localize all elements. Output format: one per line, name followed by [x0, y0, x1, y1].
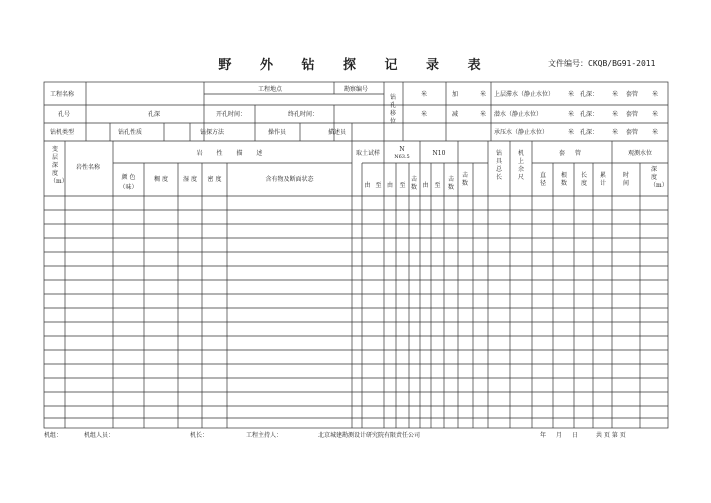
- col-diameter: 直径: [539, 172, 546, 187]
- col-root-count: 根数: [560, 172, 567, 187]
- col-color: 颜 色: [121, 174, 136, 181]
- footer-engineer: 工程主持人：: [246, 432, 283, 439]
- project-name-label: 工程名称: [50, 91, 75, 98]
- col-n10: N10: [432, 150, 446, 157]
- doc-number: 文件编号：CKQB/BG91-2011: [548, 59, 656, 68]
- unit-m-3: 米: [568, 91, 575, 98]
- footer-year: 年: [540, 432, 547, 439]
- col-n635-sub: N63.5: [394, 154, 410, 160]
- col-n635-to: 至: [399, 182, 406, 189]
- hole-depth-label-3: 孔深：: [580, 129, 599, 136]
- col-n635: N: [399, 146, 405, 153]
- col-length: 长度: [580, 172, 587, 187]
- casing-label-3: 套管: [626, 129, 639, 136]
- unit-m-6: 米: [421, 111, 428, 118]
- confined-water-label: 承压水（静止水位）: [494, 129, 549, 136]
- col-total: 累计: [599, 172, 606, 187]
- unit-m-12: 米: [612, 129, 619, 136]
- col-rock-name: 岩性名称: [76, 164, 101, 171]
- start-time-label: 开孔时间：: [216, 111, 247, 118]
- footer-month: 月: [556, 432, 563, 439]
- footer-company: 北京城建勘测设计研究院有限责任公司: [318, 432, 421, 439]
- casing-label-2: 套管: [626, 111, 639, 118]
- unit-m-10: 米: [652, 111, 659, 118]
- col-rock-desc: 岩 性 描 述: [196, 150, 269, 157]
- unit-m-7: 米: [480, 111, 487, 118]
- survey-no-label: 勘察编号: [344, 86, 369, 93]
- unit-m-5: 米: [652, 91, 659, 98]
- unit-m-13: 米: [652, 129, 659, 136]
- col-density: 稠 度: [154, 176, 168, 183]
- unit-m-1: 米: [421, 91, 428, 98]
- driller-label: 描述员: [328, 129, 347, 136]
- col-obs-water: 观测水位: [627, 150, 652, 157]
- hole-type-label: 钻孔性质: [118, 129, 143, 136]
- col-remain: 机上余尺: [517, 150, 524, 181]
- upper-water-label: 上层滞水（静止水位）: [494, 91, 555, 98]
- page-title: 野 外 钻 探 记 录 表: [218, 58, 493, 73]
- minus-label: 减: [452, 111, 459, 118]
- col-depth-m: 深度（m）: [650, 166, 668, 189]
- end-time-label: 终孔时间：: [288, 111, 319, 118]
- hole-depth-label-1: 孔深：: [580, 91, 599, 98]
- rig-type-label: 钻机类型: [50, 129, 75, 136]
- hole-depth-label: 孔深: [148, 111, 161, 118]
- hole-no-label: 孔号: [58, 111, 71, 118]
- footer-captain: 机长：: [190, 432, 209, 439]
- perched-water-label: 潜水（静止水位）: [494, 111, 543, 118]
- operator-label: 操作员: [268, 129, 287, 136]
- footer-rig: 机组：: [44, 432, 63, 439]
- col-n635-hits: 击数: [410, 176, 417, 191]
- col-n10-to: 至: [434, 182, 441, 189]
- project-location-label: 工程地点: [258, 86, 283, 93]
- col-n635-from: 由: [386, 182, 393, 189]
- plus-label: 加: [452, 91, 459, 98]
- unit-m-8: 米: [568, 111, 575, 118]
- col-compactness: 密 度: [207, 176, 222, 183]
- col-sample-from: 由: [364, 182, 371, 189]
- footer-page: 共 页 第 页: [596, 432, 626, 439]
- col-sample-to: 至: [375, 182, 382, 189]
- footer-day: 日: [572, 432, 579, 439]
- footer-recorder: 机组人员：: [84, 432, 115, 439]
- col-n10-hits: 击数: [447, 176, 454, 191]
- unit-m-2: 米: [480, 91, 487, 98]
- col-sample: 取土试样: [355, 150, 380, 157]
- col-humidity: 湿 度: [183, 176, 197, 183]
- col-inclusions: 含有物及断面状态: [265, 176, 314, 183]
- col-core: 钻具总长: [495, 150, 502, 181]
- unit-m-4: 米: [612, 91, 619, 98]
- col-color-sub: （味）: [119, 184, 138, 191]
- col-hits-total: 击数: [461, 172, 468, 187]
- drill-method-label: 钻探方法: [200, 129, 225, 136]
- col-casing: 套 管: [559, 150, 585, 157]
- hole-position-label: 钻孔移位: [389, 94, 396, 125]
- unit-m-9: 米: [612, 111, 619, 118]
- unit-m-11: 米: [568, 129, 575, 136]
- col-layer-depth: 变层深度（m）: [50, 146, 68, 185]
- casing-label-1: 套管: [626, 91, 639, 98]
- col-n10-from: 由: [422, 182, 429, 189]
- col-time: 时间: [622, 172, 629, 187]
- hole-depth-label-2: 孔深：: [580, 111, 599, 118]
